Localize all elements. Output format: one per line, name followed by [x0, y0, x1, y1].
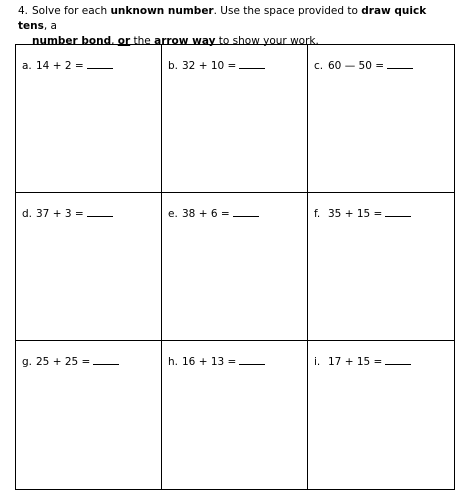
problem-f [314, 208, 411, 220]
problem-letter: e. [168, 208, 178, 220]
instr-bold-arrow-way: arrow way [154, 35, 216, 47]
problem-cell-d[interactable] [16, 193, 162, 341]
problem-cell-b[interactable] [162, 45, 308, 193]
problem-g [22, 356, 119, 368]
problem-c [314, 60, 413, 72]
problem-cell-i[interactable] [308, 341, 454, 489]
instr-text-4: , [111, 35, 118, 47]
problem-expression: 35 + 15 = [328, 208, 383, 220]
problem-cell-e[interactable] [162, 193, 308, 341]
instr-bold-or: or [117, 35, 131, 47]
problem-letter: d. [22, 208, 33, 220]
problem-e [168, 208, 259, 220]
instructions [18, 4, 458, 49]
answer-blank[interactable] [87, 208, 113, 217]
problem-expression: 37 + 3 = [36, 208, 84, 220]
problem-letter: b. [168, 60, 179, 72]
answer-blank[interactable] [385, 208, 411, 217]
instr-text-3: , a [43, 20, 57, 32]
instr-text-2: . Use the space provided to [213, 5, 362, 17]
answer-blank[interactable] [239, 356, 265, 365]
problem-letter: g. [22, 356, 33, 368]
problem-expression: 25 + 25 = [36, 356, 91, 368]
answer-blank[interactable] [87, 60, 113, 69]
answer-blank[interactable] [385, 356, 411, 365]
instr-text-1: Solve for each [32, 5, 111, 17]
problem-expression: 17 + 15 = [328, 356, 383, 368]
problem-expression: 38 + 6 = [182, 208, 230, 220]
instr-bold-draw-quick-tens: draw quick tens [18, 5, 427, 32]
question-number: 4. [18, 5, 29, 17]
problem-h [168, 356, 265, 368]
instr-text-5: the [130, 35, 155, 47]
answer-blank[interactable] [233, 208, 259, 217]
problem-letter: f. [314, 208, 321, 220]
problem-cell-g[interactable] [16, 341, 162, 489]
answer-blank[interactable] [387, 60, 413, 69]
problem-expression: 14 + 2 = [36, 60, 84, 72]
problem-expression: 32 + 10 = [182, 60, 237, 72]
problem-i [314, 356, 411, 368]
problem-letter: c. [314, 60, 324, 72]
problem-grid [15, 44, 455, 490]
instr-bold-unknown-number: unknown number [110, 5, 214, 17]
problem-a [22, 60, 113, 72]
problem-d [22, 208, 113, 220]
problem-letter: a. [22, 60, 32, 72]
instructions-line-1 [18, 4, 458, 34]
answer-blank[interactable] [93, 356, 119, 365]
instr-bold-number-bond: number bond [32, 35, 112, 47]
problem-expression: 60 — 50 = [328, 60, 385, 72]
problem-letter: h. [168, 356, 178, 368]
problem-cell-c[interactable] [308, 45, 454, 193]
problem-letter: i. [314, 356, 321, 368]
problem-cell-h[interactable] [162, 341, 308, 489]
problem-b [168, 60, 265, 72]
problem-cell-f[interactable] [308, 193, 454, 341]
problem-expression: 16 + 13 = [182, 356, 237, 368]
answer-blank[interactable] [239, 60, 265, 69]
instr-text-6: to show your work. [215, 35, 319, 47]
problem-cell-a[interactable] [16, 45, 162, 193]
